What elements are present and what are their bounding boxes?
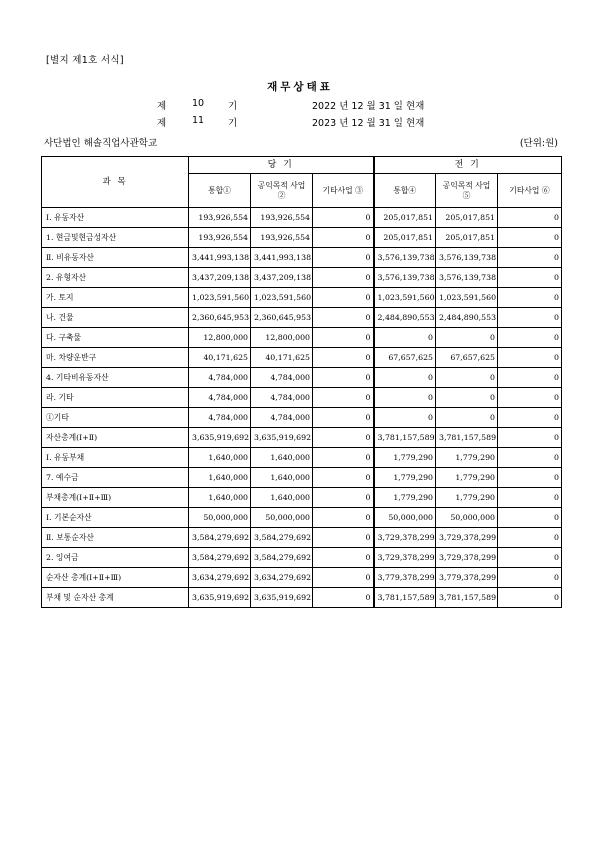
row-value-cell: 3,781,157,589 — [374, 428, 436, 448]
balance-sheet-table — [41, 156, 562, 608]
row-value-cell: 3,576,139,738 — [436, 268, 498, 288]
row-value-cell: 0 — [498, 268, 562, 288]
row-value-cell: 1,779,290 — [374, 488, 436, 508]
row-value-cell: 0 — [436, 368, 498, 388]
row-value-cell: 0 — [374, 368, 436, 388]
row-item-label: Ⅱ. 보통순자산 — [42, 528, 189, 548]
row-value-cell: 0 — [498, 588, 562, 608]
row-value-cell: 3,584,279,692 — [189, 528, 251, 548]
row-value-cell: 3,576,139,738 — [374, 268, 436, 288]
table-row — [42, 248, 562, 268]
unit-label: (단위:원) — [519, 138, 558, 149]
row-value-cell: 3,576,139,738 — [436, 248, 498, 268]
row-value-cell: 3,781,157,589 — [436, 428, 498, 448]
row-value-cell: 50,000,000 — [251, 508, 313, 528]
row-item-label: 4. 기타비유동자산 — [42, 368, 189, 388]
row-value-cell: 0 — [313, 508, 374, 528]
table-row — [42, 388, 562, 408]
table-row — [42, 428, 562, 448]
col-header-public-previous: 공익목적 사업⑤ — [436, 174, 498, 208]
row-value-cell: 3,779,378,299 — [374, 568, 436, 588]
row-value-cell: 1,023,591,560 — [251, 288, 313, 308]
item-header: 과 목 — [42, 157, 189, 208]
row-value-cell: 0 — [498, 528, 562, 548]
row-value-cell: 4,784,000 — [189, 388, 251, 408]
row-value-cell: 0 — [498, 508, 562, 528]
period-2-date: 2023 년 12 월 31 일 현재 — [312, 118, 425, 129]
period-2-number: 11 — [192, 115, 205, 126]
row-value-cell: 0 — [436, 408, 498, 428]
row-value-cell: 0 — [313, 448, 374, 468]
row-value-cell: 193,926,554 — [189, 228, 251, 248]
period-1-suffix: 기 — [228, 101, 238, 112]
previous-period-header: 전 기 — [374, 157, 562, 174]
row-value-cell: 1,779,290 — [436, 448, 498, 468]
table-row — [42, 408, 562, 428]
col-header-other-previous: 기타사업 ⑥ — [498, 174, 562, 208]
row-item-label: 부채 및 순자산 총계 — [42, 588, 189, 608]
table-row — [42, 268, 562, 288]
row-value-cell: 1,640,000 — [251, 448, 313, 468]
row-value-cell: 0 — [374, 388, 436, 408]
row-value-cell: 0 — [498, 328, 562, 348]
row-value-cell: 0 — [313, 208, 374, 228]
row-value-cell: 193,926,554 — [251, 228, 313, 248]
period-1-number: 10 — [192, 98, 205, 109]
row-value-cell: 50,000,000 — [436, 508, 498, 528]
row-value-cell: 3,635,919,692 — [251, 428, 313, 448]
period-1-date: 2022 년 12 월 31 일 현재 — [312, 101, 425, 112]
row-value-cell: 1,779,290 — [374, 468, 436, 488]
col-header-other-current: 기타사업 ③ — [313, 174, 374, 208]
table-row — [42, 548, 562, 568]
row-item-label: 라. 기타 — [42, 388, 189, 408]
row-item-label: 자산총계(Ⅰ+Ⅱ) — [42, 428, 189, 448]
row-item-label: 1. 현금및현금성자산 — [42, 228, 189, 248]
row-value-cell: 0 — [498, 428, 562, 448]
row-value-cell: 50,000,000 — [189, 508, 251, 528]
row-value-cell: 4,784,000 — [251, 408, 313, 428]
row-item-label: ①기타 — [42, 408, 189, 428]
row-value-cell: 3,635,919,692 — [189, 428, 251, 448]
row-value-cell: 205,017,851 — [374, 228, 436, 248]
table-row — [42, 528, 562, 548]
row-value-cell: 0 — [313, 328, 374, 348]
table-row — [42, 448, 562, 468]
row-value-cell: 3,781,157,589 — [374, 588, 436, 608]
row-value-cell: 2,360,645,953 — [251, 308, 313, 328]
row-value-cell: 0 — [313, 568, 374, 588]
row-value-cell: 40,171,625 — [251, 348, 313, 368]
table-row — [42, 468, 562, 488]
row-value-cell: 50,000,000 — [374, 508, 436, 528]
row-value-cell: 1,023,591,560 — [189, 288, 251, 308]
row-item-label: 다. 구축물 — [42, 328, 189, 348]
row-item-label: 7. 예수금 — [42, 468, 189, 488]
row-value-cell: 0 — [313, 368, 374, 388]
row-value-cell: 1,779,290 — [374, 448, 436, 468]
row-value-cell: 1,640,000 — [251, 468, 313, 488]
row-value-cell: 0 — [498, 568, 562, 588]
row-item-label: 순자산 총계(Ⅰ+Ⅱ+Ⅲ) — [42, 568, 189, 588]
row-value-cell: 0 — [313, 588, 374, 608]
table-row — [42, 308, 562, 328]
row-value-cell: 3,437,209,138 — [251, 268, 313, 288]
table-row — [42, 488, 562, 508]
col-header-total-current: 통합① — [189, 174, 251, 208]
row-value-cell: 3,779,378,299 — [436, 568, 498, 588]
row-value-cell: 3,729,378,299 — [374, 548, 436, 568]
row-value-cell: 205,017,851 — [436, 208, 498, 228]
row-value-cell: 0 — [498, 548, 562, 568]
table-row — [42, 588, 562, 608]
row-value-cell: 0 — [498, 348, 562, 368]
row-value-cell: 0 — [498, 228, 562, 248]
row-value-cell: 0 — [498, 208, 562, 228]
row-value-cell: 4,784,000 — [251, 368, 313, 388]
row-value-cell: 2,484,890,553 — [436, 308, 498, 328]
document-title: 재무상태표 — [267, 81, 333, 93]
row-value-cell: 40,171,625 — [189, 348, 251, 368]
row-value-cell: 0 — [436, 388, 498, 408]
row-value-cell: 193,926,554 — [189, 208, 251, 228]
row-value-cell: 0 — [313, 408, 374, 428]
row-value-cell: 4,784,000 — [189, 408, 251, 428]
row-value-cell: 1,023,591,560 — [436, 288, 498, 308]
row-value-cell: 0 — [313, 488, 374, 508]
row-value-cell: 0 — [436, 328, 498, 348]
col-header-public-current: 공익목적 사업② — [251, 174, 313, 208]
row-value-cell: 3,441,993,138 — [189, 248, 251, 268]
row-item-label: Ⅱ. 비유동자산 — [42, 248, 189, 268]
row-value-cell: 205,017,851 — [374, 208, 436, 228]
row-value-cell: 0 — [313, 548, 374, 568]
table-row — [42, 568, 562, 588]
table-row — [42, 328, 562, 348]
row-value-cell: 0 — [374, 328, 436, 348]
row-value-cell: 12,800,000 — [251, 328, 313, 348]
row-value-cell: 0 — [313, 288, 374, 308]
row-value-cell: 3,584,279,692 — [251, 548, 313, 568]
row-value-cell: 0 — [498, 448, 562, 468]
period-2-prefix: 제 — [157, 118, 167, 129]
table-row — [42, 348, 562, 368]
row-value-cell: 0 — [313, 228, 374, 248]
current-period-header: 당 기 — [189, 157, 374, 174]
row-value-cell: 3,584,279,692 — [251, 528, 313, 548]
row-value-cell: 3,437,209,138 — [189, 268, 251, 288]
row-value-cell: 0 — [498, 368, 562, 388]
row-item-label: 2. 잉여금 — [42, 548, 189, 568]
row-value-cell: 3,441,993,138 — [251, 248, 313, 268]
row-value-cell: 193,926,554 — [251, 208, 313, 228]
row-value-cell: 0 — [313, 528, 374, 548]
row-value-cell: 67,657,625 — [374, 348, 436, 368]
row-value-cell: 0 — [313, 348, 374, 368]
row-value-cell: 1,779,290 — [436, 488, 498, 508]
row-value-cell: 1,640,000 — [189, 448, 251, 468]
row-value-cell: 0 — [313, 248, 374, 268]
table-row — [42, 208, 562, 228]
row-value-cell: 0 — [313, 268, 374, 288]
row-value-cell: 1,640,000 — [189, 488, 251, 508]
row-value-cell: 0 — [374, 408, 436, 428]
row-value-cell: 2,484,890,553 — [374, 308, 436, 328]
row-item-label: 가. 토지 — [42, 288, 189, 308]
row-value-cell: 0 — [498, 488, 562, 508]
row-value-cell: 1,023,591,560 — [374, 288, 436, 308]
table-row — [42, 368, 562, 388]
row-value-cell: 3,729,378,299 — [374, 528, 436, 548]
row-item-label: 마. 차량운반구 — [42, 348, 189, 368]
row-value-cell: 4,784,000 — [251, 388, 313, 408]
row-value-cell: 205,017,851 — [436, 228, 498, 248]
row-value-cell: 3,634,279,692 — [251, 568, 313, 588]
form-label: [별지 제1호 서식] — [46, 55, 124, 66]
row-value-cell: 1,779,290 — [436, 468, 498, 488]
row-value-cell: 0 — [498, 468, 562, 488]
table-row — [42, 288, 562, 308]
row-value-cell: 1,640,000 — [189, 468, 251, 488]
row-value-cell: 3,576,139,738 — [374, 248, 436, 268]
row-value-cell: 3,634,279,692 — [189, 568, 251, 588]
row-item-label: Ⅰ. 기본순자산 — [42, 508, 189, 528]
row-value-cell: 12,800,000 — [189, 328, 251, 348]
row-value-cell: 0 — [498, 288, 562, 308]
row-value-cell: 0 — [313, 428, 374, 448]
row-value-cell: 1,640,000 — [251, 488, 313, 508]
row-value-cell: 0 — [498, 308, 562, 328]
row-value-cell: 0 — [498, 248, 562, 268]
row-item-label: Ⅰ. 유동자산 — [42, 208, 189, 228]
row-value-cell: 2,360,645,953 — [189, 308, 251, 328]
row-value-cell: 3,635,919,692 — [251, 588, 313, 608]
period-1-prefix: 제 — [157, 101, 167, 112]
row-value-cell: 0 — [498, 388, 562, 408]
row-item-label: 나. 건물 — [42, 308, 189, 328]
row-value-cell: 0 — [313, 308, 374, 328]
row-value-cell: 3,584,279,692 — [189, 548, 251, 568]
row-value-cell: 4,784,000 — [189, 368, 251, 388]
row-item-label: 부채총계(Ⅰ+Ⅱ+Ⅲ) — [42, 488, 189, 508]
period-2-suffix: 기 — [228, 118, 238, 129]
row-value-cell: 0 — [498, 408, 562, 428]
row-value-cell: 3,635,919,692 — [189, 588, 251, 608]
row-item-label: 2. 유형자산 — [42, 268, 189, 288]
row-value-cell: 3,781,157,589 — [436, 588, 498, 608]
row-item-label: Ⅰ. 유동부채 — [42, 448, 189, 468]
row-value-cell: 0 — [313, 468, 374, 488]
row-value-cell: 3,729,378,299 — [436, 528, 498, 548]
row-value-cell: 67,657,625 — [436, 348, 498, 368]
col-header-total-previous: 통합④ — [374, 174, 436, 208]
row-value-cell: 3,729,378,299 — [436, 548, 498, 568]
table-row — [42, 228, 562, 248]
organization-name: 사단법인 해솔직업사관학교 — [44, 138, 158, 149]
table-row — [42, 508, 562, 528]
row-value-cell: 0 — [313, 388, 374, 408]
